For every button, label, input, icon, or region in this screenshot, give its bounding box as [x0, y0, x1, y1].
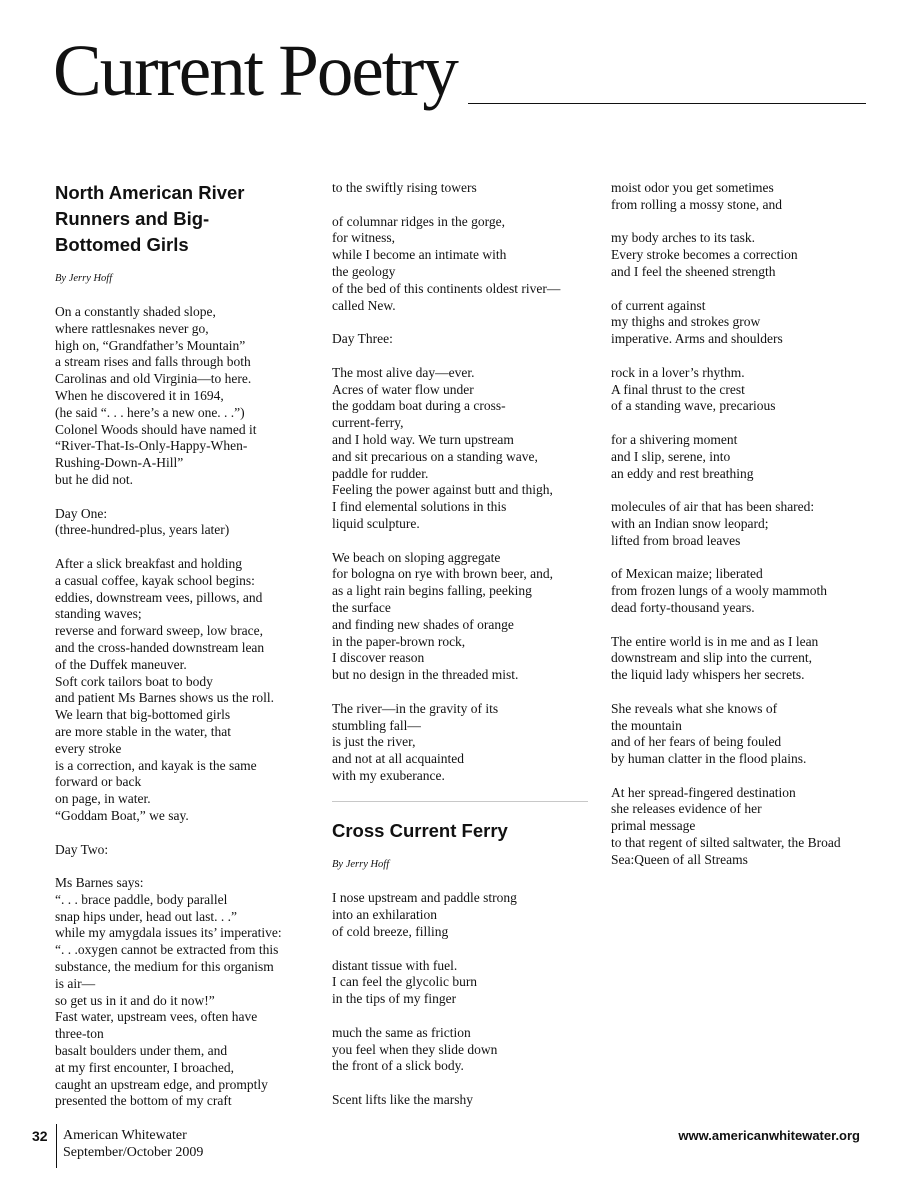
issue-date: September/October 2009	[63, 1145, 204, 1160]
poem-line: of a standing wave, precarious	[611, 398, 776, 414]
poem-line: much the same as friction	[332, 1024, 471, 1040]
stanza	[611, 230, 873, 280]
poem-line: primal message	[611, 818, 696, 834]
stanza	[55, 875, 310, 1110]
poem-line: called New.	[332, 297, 396, 313]
poem-title-line: North American River	[55, 182, 245, 203]
poem-line: I nose upstream and paddle strong	[332, 890, 517, 906]
poem-line: are more stable in the water, that	[55, 723, 232, 739]
poem-line: distant tissue with fuel.	[332, 957, 458, 973]
stanza	[55, 842, 310, 859]
stanza	[611, 180, 873, 214]
poem-line: but he did not.	[55, 471, 133, 487]
poem-title-line: Bottomed Girls	[55, 234, 189, 255]
poem-line: she releases evidence of her	[611, 801, 762, 817]
page-number: 32	[32, 1128, 48, 1144]
poem-line: Carolinas and old Virginia—to here.	[55, 371, 252, 387]
stanza	[332, 214, 594, 315]
stanza	[332, 701, 594, 785]
poem-line: molecules of air that has been shared:	[611, 499, 815, 515]
poem-line: in the paper-brown rock,	[332, 633, 466, 649]
poem-line: on page, in water.	[55, 791, 151, 807]
poem-line: Day Two:	[55, 841, 109, 857]
poem-line: and patient Ms Barnes shows us the roll.	[55, 690, 274, 706]
poem-body	[332, 890, 594, 1108]
poem-line: The most alive day—ever.	[332, 364, 475, 380]
poem-line: The river—in the gravity of its	[332, 700, 499, 716]
poem-line: and I slip, serene, into	[611, 448, 731, 464]
poem-line: of Mexican maize; liberated	[611, 566, 763, 582]
poem-line: for witness,	[332, 230, 395, 246]
poem-line: in the tips of my finger	[332, 991, 457, 1007]
poem-line: We learn that big-bottomed girls	[55, 707, 231, 723]
poem-line: of the bed of this continents oldest river—	[332, 280, 561, 296]
poem-line: downstream and slip into the current,	[611, 650, 812, 666]
poem-line: caught an upstream edge, and promptly	[55, 1076, 268, 1092]
publication-name: American Whitewater	[63, 1128, 187, 1143]
poem-line: presented the bottom of my craft	[55, 1093, 232, 1109]
poem-line: for a shivering moment	[611, 431, 738, 447]
poem-line: the liquid lady whispers her secrets.	[611, 667, 805, 683]
poem-line: a casual coffee, kayak school begins:	[55, 572, 255, 588]
poem-line: On a constantly shaded slope,	[55, 304, 216, 319]
website-url: www.americanwhitewater.org	[678, 1128, 860, 1143]
poem-line: the goddam boat during a cross-	[332, 398, 506, 414]
poem-line: When he discovered it in 1694,	[55, 387, 224, 403]
poem-line: Day Three:	[332, 331, 393, 347]
poem-line: reverse and forward sweep, low brace,	[55, 623, 264, 639]
poem-line: my thighs and strokes grow	[611, 314, 761, 330]
poem-line: with an Indian snow leopard;	[611, 515, 769, 531]
poem-byline: By Jerry Hoff	[55, 273, 113, 284]
poem-line: At her spread-fingered destination	[611, 784, 796, 800]
poem-line: you feel when they slide down	[332, 1041, 498, 1057]
poem-line: for bologna on rye with brown beer, and,	[332, 566, 554, 582]
stanza	[611, 701, 873, 768]
poem-line: the mountain	[611, 717, 682, 733]
stanza	[611, 365, 873, 415]
poem-title-line: Runners and Big-	[55, 208, 210, 229]
poem-line: Feeling the power against butt and thigh,	[332, 482, 553, 498]
poem-line: the geology	[332, 263, 396, 279]
poem-line: by human clatter in the flood plains.	[611, 751, 807, 767]
poem-line: an eddy and rest breathing	[611, 465, 754, 481]
poem-line: Rushing-Down-A-Hill”	[55, 455, 184, 471]
poem-line: paddle for rudder.	[332, 465, 429, 481]
stanza	[332, 1092, 594, 1109]
poem-line: After a slick breakfast and holding	[55, 555, 243, 571]
poem-divider	[332, 801, 588, 802]
poem-line: Ms Barnes says:	[55, 875, 144, 891]
poem-line: (three-hundred-plus, years later)	[55, 522, 230, 538]
poem-line: moist odor you get sometimes	[611, 180, 774, 195]
poem-line: while my amygdala issues its’ imperative:	[55, 925, 282, 941]
poem-line: my body arches to its task.	[611, 230, 755, 246]
poem-line: eddies, downstream vees, pillows, and	[55, 589, 263, 605]
poem-line: I can feel the glycolic burn	[332, 974, 478, 990]
poem-body	[55, 304, 310, 1110]
poem-line: I find elemental solutions in this	[332, 499, 507, 515]
poem-line: Sea:Queen of all Streams	[611, 851, 748, 867]
poem-line: of cold breeze, filling	[332, 924, 449, 940]
poem-line: standing waves;	[55, 606, 142, 622]
poem-line: Scent lifts like the marshy	[332, 1092, 473, 1108]
poem-line: We beach on sloping aggregate	[332, 549, 501, 565]
poem-line: is air—	[55, 975, 96, 991]
stanza	[611, 566, 873, 616]
poem-line: from rolling a mossy stone, and	[611, 196, 782, 212]
poem-line: and the cross-handed downstream lean	[55, 639, 265, 655]
poem-line: at my first encounter, I broached,	[55, 1059, 235, 1075]
poem-line: “Goddam Boat,” we say.	[55, 807, 189, 823]
poem-line: lifted from broad leaves	[611, 532, 741, 548]
poem-body-continued	[332, 180, 594, 785]
poem-line: and not at all acquainted	[332, 751, 464, 767]
poem-line: and finding new shades of orange	[332, 616, 514, 632]
footer-divider	[56, 1124, 57, 1168]
poem-line: Fast water, upstream vees, often have	[55, 1009, 258, 1025]
page-title: Current Poetry	[53, 30, 457, 111]
poem-line: of the Duffek maneuver.	[55, 656, 187, 672]
poem-line: Every stroke becomes a correction	[611, 247, 798, 263]
poem-line: (he said “. . . here’s a new one. . .”)	[55, 404, 245, 420]
poem-line: substance, the medium for this organism	[55, 959, 274, 975]
poem-line: Day One:	[55, 505, 108, 521]
poem-line: and sit precarious on a standing wave,	[332, 448, 538, 464]
stanza	[55, 506, 310, 540]
poem-body-continued	[611, 180, 873, 869]
poem-line: to that regent of silted saltwater, the Broad	[611, 835, 841, 851]
poem-line: liquid sculpture.	[332, 515, 420, 531]
stanza	[611, 298, 873, 348]
stanza	[55, 556, 310, 825]
stanza	[611, 432, 873, 482]
stanza	[611, 499, 873, 549]
poem-line: stumbling fall—	[332, 717, 421, 733]
poem-line: and I hold way. We turn upstream	[332, 431, 514, 447]
poem-line: dead forty-thousand years.	[611, 599, 755, 615]
poem-line: to the swiftly rising towers	[332, 180, 477, 195]
footer-publication	[63, 1127, 203, 1161]
poem-line: She reveals what she knows of	[611, 700, 778, 716]
poem-line: but no design in the threaded mist.	[332, 667, 519, 683]
poem-line: into an exhilaration	[332, 907, 437, 923]
poem-line: and I feel the sheened strength	[611, 263, 776, 279]
poem-line: the front of a slick body.	[332, 1058, 464, 1074]
poem-line: of current against	[611, 297, 706, 313]
poem-line: as a light rain begins falling, peeking	[332, 583, 532, 599]
poem-line: imperative. Arms and shoulders	[611, 331, 783, 347]
poem-line: while I become an intimate with	[332, 247, 507, 263]
poem-line: every stroke	[55, 740, 122, 756]
stanza	[332, 180, 594, 197]
poem-line: the surface	[332, 599, 391, 615]
poem-line: Acres of water flow under	[332, 381, 474, 397]
poem-line: Soft cork tailors boat to body	[55, 673, 213, 689]
poem-line: rock in a lover’s rhythm.	[611, 364, 745, 380]
poem-byline: By Jerry Hoff	[332, 859, 390, 871]
stanza	[332, 958, 594, 1008]
poem-line: and of her fears of being fouled	[611, 734, 782, 750]
stanza	[332, 550, 594, 684]
poem-line: I discover reason	[332, 650, 425, 666]
poem-line: is a correction, and kayak is the same	[55, 757, 257, 773]
poem-line: with my exuberance.	[332, 767, 445, 783]
poem-line: a stream rises and falls through both	[55, 354, 251, 370]
title-rule	[468, 103, 866, 104]
poem-line: current-ferry,	[332, 415, 404, 431]
poem-line: snap hips under, head out last. . .”	[55, 908, 238, 924]
poem-title-river-runners	[55, 180, 310, 258]
poem-line: high on, “Grandfather’s Mountain”	[55, 337, 246, 353]
column-1	[55, 180, 310, 1127]
poem-line: three-ton	[55, 1026, 104, 1042]
poem-line: of columnar ridges in the gorge,	[332, 213, 505, 229]
column-3	[611, 180, 873, 885]
stanza	[332, 1025, 594, 1075]
stanza	[611, 785, 873, 869]
poem-line: where rattlesnakes never go,	[55, 320, 209, 336]
poem-line: forward or back	[55, 774, 142, 790]
poem-line: The entire world is in me and as I lean	[611, 633, 819, 649]
poem-line: from frozen lungs of a wooly mammoth	[611, 583, 827, 599]
poem-line: “. . .oxygen cannot be extracted from this	[55, 942, 279, 958]
column-2	[332, 180, 594, 1126]
poem-line: “River-That-Is-Only-Happy-When-	[55, 438, 248, 454]
stanza	[332, 890, 594, 940]
poem-line: so get us in it and do it now!”	[55, 992, 215, 1008]
poem-line: A final thrust to the crest	[611, 381, 745, 397]
stanza	[332, 365, 594, 533]
poem-line: is just the river,	[332, 734, 416, 750]
poem-line: Colonel Woods should have named it	[55, 421, 257, 437]
poem-title-cross-current-ferry: Cross Current Ferry	[332, 820, 508, 842]
poem-line: “. . . brace paddle, body parallel	[55, 891, 228, 907]
poem-line: basalt boulders under them, and	[55, 1043, 228, 1059]
stanza	[611, 634, 873, 684]
stanza	[55, 304, 310, 489]
stanza	[332, 331, 594, 348]
